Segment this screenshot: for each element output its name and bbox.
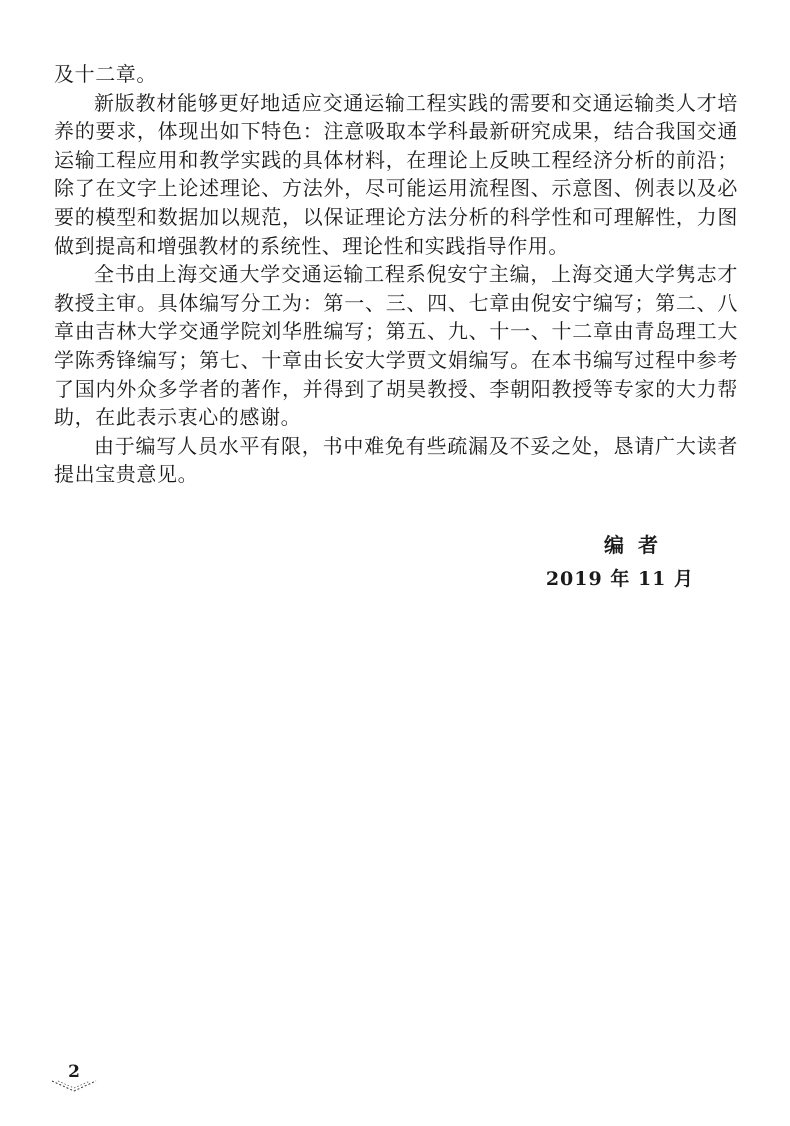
paragraph-features: 新版教材能够更好地适应交通运输工程实践的需要和交通运输类人才培养的要求，体现出如下特色：注意吸取本学科最新研究成果，结合我国交通运输工程应用和教学实践的具体材料，在理论上反映工程经济分析的前沿；除了在文字上论述理论、方法外，尽可能运用流程图、示意图、例表以及必要的模型和数据加以规范，以保证理论方法分析的科学性和可理解性，力图做到提高和增强教材的系统性、理论性和实践指导作用。 [54, 90, 738, 258]
paragraph-feedback: 由于编写人员水平有限，书中难免有些疏漏及不妥之处，恳请广大读者提出宝贵意见。 [54, 433, 738, 487]
signature-block [546, 530, 694, 594]
paragraph-continuation: 及十二章。 [54, 62, 157, 86]
preface-body [54, 60, 738, 489]
page-footer [50, 1062, 100, 1102]
paragraph-authors: 全书由上海交通大学交通运输工程系倪安宁主编，上海交通大学隽志才教授主审。具体编写分工为：第一、三、四、七章由倪安宁编写；第二、八章由吉林大学交通学院刘华胜编写；第五、九、十一、十二章由青岛理工大学陈秀锋编写；第七、十章由长安大学贾文娟编写。在本书编写过程中参考了国内外众多学者的著作，并得到了胡昊教授、李朝阳教授等专家的大力帮助，在此表示衷心的感谢。 [54, 262, 738, 430]
signature-date: 2019 年 11 月 [545, 568, 694, 590]
signature-author: 编者 [604, 533, 672, 557]
page-number-ornament-icon [50, 1078, 100, 1094]
page-number: 2 [68, 1062, 80, 1082]
